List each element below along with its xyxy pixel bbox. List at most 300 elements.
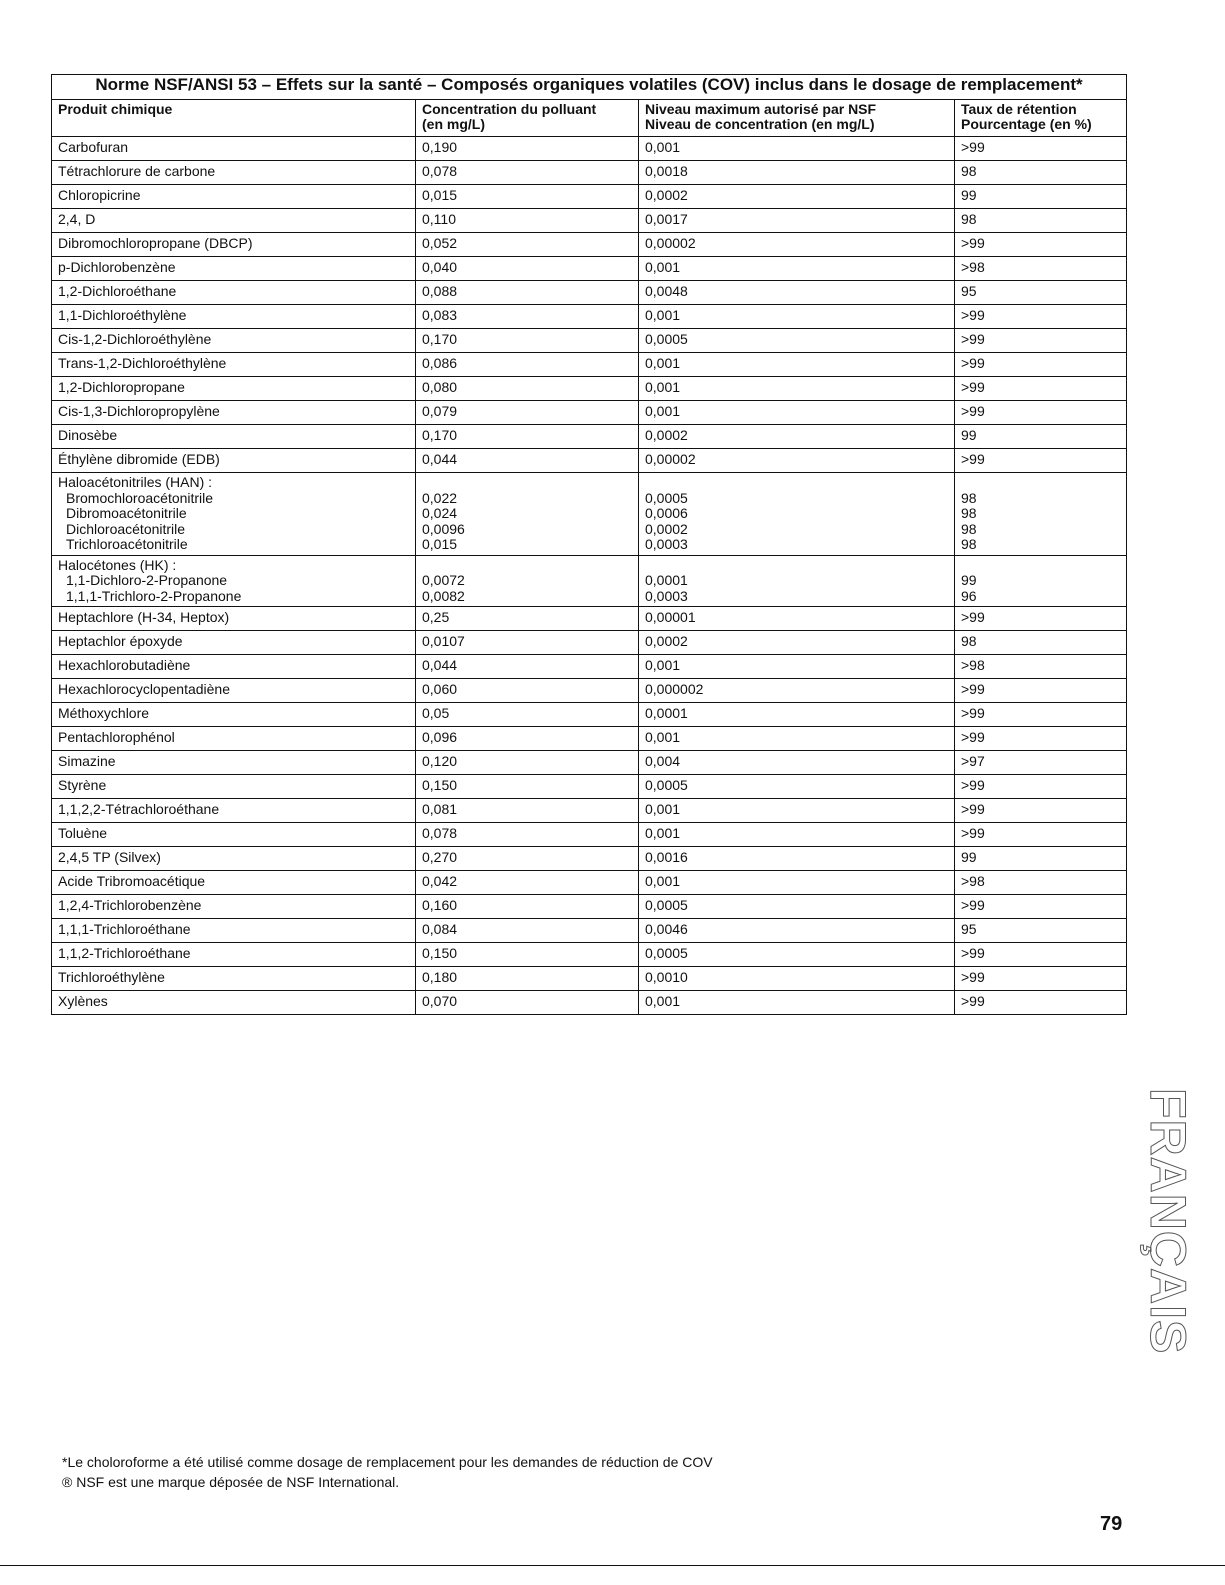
cell-line: 0,080 xyxy=(422,379,458,395)
max-level-cell xyxy=(639,679,955,703)
cell-line: >99 xyxy=(961,825,985,841)
cell-line: >99 xyxy=(961,801,985,817)
cell-line: 0,00002 xyxy=(645,451,696,467)
cell-line: Pentachlorophénol xyxy=(58,729,175,745)
cell-line: 1,1,2,2-Tétrachloroéthane xyxy=(58,801,220,817)
max-level-cell xyxy=(639,991,955,1015)
cell-line: 0,0003 xyxy=(645,536,688,552)
max-level-cell xyxy=(639,209,955,233)
cell-line: Trichloroéthylène xyxy=(58,969,165,985)
reduction-cell xyxy=(955,185,1127,209)
cell-line: 0,040 xyxy=(422,259,458,275)
concentration-cell xyxy=(416,919,639,943)
page-number: 79 xyxy=(1100,1513,1123,1535)
max-level-cell xyxy=(639,943,955,967)
max-level-cell xyxy=(639,281,955,305)
reduction-cell xyxy=(955,967,1127,991)
chemical-cell xyxy=(52,137,416,161)
max-level-cell xyxy=(639,895,955,919)
cell-line: 0,052 xyxy=(422,235,458,251)
concentration-cell xyxy=(416,799,639,823)
reduction-cell xyxy=(955,257,1127,281)
cell-line: 0,070 xyxy=(422,993,458,1009)
cell-line: 98 xyxy=(961,211,977,227)
cell-line: Heptachlor époxyde xyxy=(58,633,183,649)
max-level-cell xyxy=(639,655,955,679)
cell-line xyxy=(422,558,632,574)
reduction-cell xyxy=(955,751,1127,775)
table-row xyxy=(52,305,1127,329)
column-header xyxy=(52,100,416,137)
chemical-cell xyxy=(52,449,416,473)
cell-line: 0,001 xyxy=(645,403,681,419)
max-level-cell xyxy=(639,799,955,823)
max-level-cell xyxy=(639,425,955,449)
column-header xyxy=(639,100,955,137)
cell-line: 96 xyxy=(961,587,977,604)
chemical-cell xyxy=(52,631,416,655)
table-header-row xyxy=(52,100,1127,137)
table-row xyxy=(52,161,1127,185)
cell-line: 95 xyxy=(961,283,977,299)
cell-line: Toluène xyxy=(58,825,108,841)
table-row xyxy=(52,257,1127,281)
chemical-cell xyxy=(52,607,416,631)
concentration-cell xyxy=(416,401,639,425)
max-level-cell xyxy=(639,607,955,631)
reduction-cell xyxy=(955,631,1127,655)
concentration-cell xyxy=(416,751,639,775)
max-level-cell xyxy=(639,353,955,377)
cell-line: 0,0005 xyxy=(645,945,688,961)
language-side-label: FRANÇAIS xyxy=(1140,1088,1196,1355)
table-row xyxy=(52,473,1127,556)
chemical-cell xyxy=(52,233,416,257)
cell-line: >99 xyxy=(961,969,985,985)
cell-line: 99 xyxy=(961,427,977,443)
cell-line: 0,044 xyxy=(422,451,458,467)
cell-line: >99 xyxy=(961,681,985,697)
concentration-cell xyxy=(416,281,639,305)
cell-line: 98 xyxy=(961,633,977,649)
cell-line: 0,079 xyxy=(422,403,458,419)
cell-line: 0,0001 xyxy=(645,705,688,721)
cell-line: >99 xyxy=(961,355,985,371)
cell-line: Xylènes xyxy=(58,993,108,1009)
table-row xyxy=(52,377,1127,401)
cell-line: 2,4, D xyxy=(58,211,96,227)
table-row xyxy=(52,919,1127,943)
cell-line: 98 xyxy=(961,505,977,521)
cell-line: 0,084 xyxy=(422,921,458,937)
cell-line: 0,00001 xyxy=(645,609,696,625)
cell-line: 0,001 xyxy=(645,801,681,817)
chemical-cell xyxy=(52,799,416,823)
column-header-line: Taux de rétention xyxy=(961,101,1077,117)
chemical-cell xyxy=(52,377,416,401)
cell-line: Dibromoacétonitrile xyxy=(66,505,187,521)
concentration-cell xyxy=(416,823,639,847)
cell-line: 1,1,1-Trichloroéthane xyxy=(58,921,191,937)
cell-line: >99 xyxy=(961,897,985,913)
chemical-cell xyxy=(52,895,416,919)
chemical-cell xyxy=(52,703,416,727)
max-level-cell xyxy=(639,377,955,401)
concentration-cell xyxy=(416,631,639,655)
cell-line: >99 xyxy=(961,307,985,323)
concentration-cell xyxy=(416,727,639,751)
cell-line: >99 xyxy=(961,705,985,721)
column-header-line: Pourcentage (en %) xyxy=(961,116,1092,132)
table-body xyxy=(52,137,1127,1015)
chemical-cell xyxy=(52,353,416,377)
table-row xyxy=(52,751,1127,775)
cell-line: 0,060 xyxy=(422,681,458,697)
max-level-cell xyxy=(639,727,955,751)
reduction-cell xyxy=(955,555,1127,607)
chemical-cell xyxy=(52,281,416,305)
chemical-cell xyxy=(52,727,416,751)
concentration-cell xyxy=(416,655,639,679)
cell-line: Hexachlorocyclopentadiène xyxy=(58,681,230,697)
cell-line: 0,0046 xyxy=(645,921,688,937)
cell-line: 0,0010 xyxy=(645,969,688,985)
cell-line: 0,024 xyxy=(422,505,458,521)
cell-line: 0,0002 xyxy=(645,427,688,443)
chemical-cell xyxy=(52,655,416,679)
column-header xyxy=(955,100,1127,137)
table-row xyxy=(52,137,1127,161)
chemical-cell xyxy=(52,555,416,607)
reduction-cell xyxy=(955,353,1127,377)
table-row xyxy=(52,823,1127,847)
reduction-cell xyxy=(955,281,1127,305)
chemical-cell xyxy=(52,329,416,353)
max-level-cell xyxy=(639,257,955,281)
concentration-cell xyxy=(416,991,639,1015)
cell-line: 0,083 xyxy=(422,307,458,323)
cell-line: 0,0005 xyxy=(645,331,688,347)
cell-line: 0,042 xyxy=(422,873,458,889)
concentration-cell xyxy=(416,161,639,185)
cell-line: Dibromochloropropane (DBCP) xyxy=(58,235,253,251)
cell-line: 99 xyxy=(961,572,977,588)
concentration-cell xyxy=(416,871,639,895)
concentration-cell xyxy=(416,679,639,703)
concentration-cell xyxy=(416,703,639,727)
cell-line: Halocétones (HK) : xyxy=(58,556,177,573)
cell-line: Chloropicrine xyxy=(58,187,141,203)
concentration-cell xyxy=(416,607,639,631)
cell-line: 0,150 xyxy=(422,777,458,793)
table-row xyxy=(52,233,1127,257)
cell-line: >97 xyxy=(961,753,985,769)
cell-line: 98 xyxy=(961,489,977,506)
max-level-cell xyxy=(639,823,955,847)
cell-line: 2,4,5 TP (Silvex) xyxy=(58,849,161,865)
cell-line: Styrène xyxy=(58,777,107,793)
table-row xyxy=(52,775,1127,799)
cell-line: 0,0002 xyxy=(645,633,688,649)
table-row xyxy=(52,871,1127,895)
reduction-cell xyxy=(955,727,1127,751)
chemical-cell xyxy=(52,161,416,185)
reduction-cell xyxy=(955,449,1127,473)
cell-line: 98 xyxy=(961,163,977,179)
cell-line: Dichloroacétonitrile xyxy=(66,520,186,537)
cell-line: 1,2,4-Trichlorobenzène xyxy=(58,897,202,913)
chemical-cell xyxy=(52,305,416,329)
table-row xyxy=(52,847,1127,871)
cell-line: 1,2-Dichloropropane xyxy=(58,379,185,395)
max-level-cell xyxy=(639,555,955,607)
table-row xyxy=(52,991,1127,1015)
cell-line: Cis-1,2-Dichloroéthylène xyxy=(58,331,212,347)
table-row xyxy=(52,967,1127,991)
reduction-cell xyxy=(955,775,1127,799)
concentration-cell xyxy=(416,329,639,353)
concentration-cell xyxy=(416,209,639,233)
cell-line: 0,001 xyxy=(645,307,681,323)
reduction-cell xyxy=(955,329,1127,353)
cell-line: >99 xyxy=(961,235,985,251)
cell-line: 99 xyxy=(961,849,977,865)
cell-line: 0,081 xyxy=(422,801,458,817)
max-level-cell xyxy=(639,185,955,209)
cell-line: 0,150 xyxy=(422,945,458,961)
cell-line: 0,000002 xyxy=(645,681,704,697)
cell-line: 0,001 xyxy=(645,379,681,395)
bottom-rule xyxy=(0,1565,1225,1566)
table-row xyxy=(52,425,1127,449)
cell-line: >99 xyxy=(961,609,985,625)
cell-line: 0,001 xyxy=(645,355,681,371)
concentration-cell xyxy=(416,425,639,449)
table-row xyxy=(52,679,1127,703)
footer-notes xyxy=(62,1452,713,1492)
chemical-cell xyxy=(52,775,416,799)
cell-line: 0,044 xyxy=(422,657,458,673)
cell-line: 0,088 xyxy=(422,283,458,299)
reduction-cell xyxy=(955,991,1127,1015)
chemical-cell xyxy=(52,871,416,895)
cell-line: >99 xyxy=(961,451,985,467)
max-level-cell xyxy=(639,449,955,473)
cell-line: p-Dichlorobenzène xyxy=(58,259,176,275)
concentration-cell xyxy=(416,473,639,556)
cell-line: 0,170 xyxy=(422,427,458,443)
cell-line: 0,110 xyxy=(422,211,456,227)
cell-line: 0,0096 xyxy=(422,520,465,537)
cell-line: 0,120 xyxy=(422,753,458,769)
cell-line: 0,0018 xyxy=(645,163,688,179)
table-row xyxy=(52,943,1127,967)
column-header-line: Concentration du polluant xyxy=(422,101,597,117)
cell-line: Dinosèbe xyxy=(58,427,118,443)
max-level-cell xyxy=(639,775,955,799)
cell-line: 0,015 xyxy=(422,536,458,552)
max-level-cell xyxy=(639,871,955,895)
reduction-cell xyxy=(955,679,1127,703)
cell-line: 0,190 xyxy=(422,139,458,155)
column-header-line: Niveau de concentration (en mg/L) xyxy=(645,116,875,132)
max-level-cell xyxy=(639,305,955,329)
reduction-cell xyxy=(955,233,1127,257)
cell-line: 0,0006 xyxy=(645,505,688,521)
footnote: *Le choloroforme a été utilisé comme dosage de remplacement pour les demandes de réduction de COV xyxy=(62,1454,713,1470)
cell-line: 0,0072 xyxy=(422,572,465,588)
reduction-cell xyxy=(955,919,1127,943)
cell-line: Cis-1,3-Dichloropropylène xyxy=(58,403,220,419)
cell-line: Simazine xyxy=(58,753,116,769)
cell-line: 0,001 xyxy=(645,657,681,673)
table-row xyxy=(52,281,1127,305)
table-row xyxy=(52,703,1127,727)
max-level-cell xyxy=(639,161,955,185)
column-header-line: Produit chimique xyxy=(58,101,173,117)
table-row xyxy=(52,895,1127,919)
concentration-cell xyxy=(416,967,639,991)
cell-line: 99 xyxy=(961,187,977,203)
table-row xyxy=(52,329,1127,353)
cell-line: 0,001 xyxy=(645,729,681,745)
cell-line: 0,0082 xyxy=(422,587,465,604)
chemical-cell xyxy=(52,823,416,847)
cell-line: 0,0002 xyxy=(645,187,688,203)
cell-line: 0,096 xyxy=(422,729,458,745)
concentration-cell xyxy=(416,555,639,607)
cell-line: >99 xyxy=(961,379,985,395)
cell-line: >99 xyxy=(961,945,985,961)
cell-line: 0,0005 xyxy=(645,777,688,793)
table-row xyxy=(52,727,1127,751)
reduction-cell xyxy=(955,137,1127,161)
cell-line xyxy=(645,475,948,491)
max-level-cell xyxy=(639,329,955,353)
trademark-note: ® NSF est une marque déposée de NSF International. xyxy=(62,1474,400,1490)
reduction-cell xyxy=(955,209,1127,233)
cell-line: 0,160 xyxy=(422,897,458,913)
reduction-cell xyxy=(955,655,1127,679)
reduction-cell xyxy=(955,305,1127,329)
column-header-line: (en mg/L) xyxy=(422,116,485,132)
cell-line: Acide Tribromoacétique xyxy=(58,873,206,889)
table-row xyxy=(52,631,1127,655)
table-row xyxy=(52,353,1127,377)
max-level-cell xyxy=(639,473,955,556)
cell-line: 1,1-Dichloroéthylène xyxy=(58,307,187,323)
cell-line: >99 xyxy=(961,331,985,347)
cell-line: Trichloroacétonitrile xyxy=(66,536,188,552)
concentration-cell xyxy=(416,257,639,281)
cell-line: 98 xyxy=(961,520,977,537)
table-row xyxy=(52,799,1127,823)
table-row xyxy=(52,449,1127,473)
cell-line: 0,05 xyxy=(422,705,450,721)
chemical-cell xyxy=(52,473,416,556)
cell-line: 0,001 xyxy=(645,139,681,155)
concentration-cell xyxy=(416,137,639,161)
cell-line: 0,0005 xyxy=(645,489,688,506)
cell-line: 0,001 xyxy=(645,259,681,275)
reduction-cell xyxy=(955,799,1127,823)
chemical-cell xyxy=(52,679,416,703)
concentration-cell xyxy=(416,185,639,209)
cell-line: 0,0017 xyxy=(645,211,688,227)
cell-line: >98 xyxy=(961,259,985,275)
reduction-cell xyxy=(955,607,1127,631)
reduction-cell xyxy=(955,823,1127,847)
cell-line: 0,0002 xyxy=(645,520,688,537)
reduction-cell xyxy=(955,401,1127,425)
concentration-cell xyxy=(416,353,639,377)
column-header xyxy=(416,100,639,137)
cell-line: 0,001 xyxy=(645,993,681,1009)
chemical-cell xyxy=(52,751,416,775)
cell-line: Trans-1,2-Dichloroéthylène xyxy=(58,355,227,371)
cell-line: >98 xyxy=(961,873,985,889)
reduction-cell xyxy=(955,943,1127,967)
cell-line: 98 xyxy=(961,536,977,552)
concentration-cell xyxy=(416,775,639,799)
reduction-cell xyxy=(955,473,1127,556)
cell-line: >98 xyxy=(961,657,985,673)
chemical-cell xyxy=(52,991,416,1015)
reduction-cell xyxy=(955,377,1127,401)
cell-line: 0,0003 xyxy=(645,587,688,604)
cell-line: 0,078 xyxy=(422,163,458,179)
reduction-cell xyxy=(955,703,1127,727)
cell-line xyxy=(422,475,632,491)
chemical-cell xyxy=(52,943,416,967)
cell-line: 0,001 xyxy=(645,825,681,841)
chemical-cell xyxy=(52,425,416,449)
reduction-cell xyxy=(955,425,1127,449)
cell-line: >99 xyxy=(961,777,985,793)
cell-line: Hexachlorobutadiène xyxy=(58,657,191,673)
concentration-cell xyxy=(416,233,639,257)
cell-line: >99 xyxy=(961,993,985,1009)
column-header-line: Niveau maximum autorisé par NSF xyxy=(645,101,877,117)
table-row xyxy=(52,185,1127,209)
max-level-cell xyxy=(639,233,955,257)
reduction-cell xyxy=(955,871,1127,895)
cell-line: Bromochloroacétonitrile xyxy=(66,489,214,506)
table-row xyxy=(52,401,1127,425)
table-row xyxy=(52,555,1127,607)
max-level-cell xyxy=(639,137,955,161)
reduction-cell xyxy=(955,895,1127,919)
cell-line: Heptachlore (H-34, Heptox) xyxy=(58,609,230,625)
cell-line: 0,078 xyxy=(422,825,458,841)
max-level-cell xyxy=(639,703,955,727)
cell-line: Tétrachlorure de carbone xyxy=(58,163,216,179)
chemical-cell xyxy=(52,967,416,991)
cell-line: 0,001 xyxy=(645,873,681,889)
cell-line: 0,0016 xyxy=(645,849,688,865)
cell-line: 1,2-Dichloroéthane xyxy=(58,283,177,299)
cell-line: 0,180 xyxy=(422,969,458,985)
chemical-cell xyxy=(52,257,416,281)
cell-line: 95 xyxy=(961,921,977,937)
concentration-cell xyxy=(416,895,639,919)
chemical-cell xyxy=(52,185,416,209)
table-title: Norme NSF/ANSI 53 – Effets sur la santé – Composés organiques volatiles (COV) inclus dans le dosage de remplacement* xyxy=(52,75,1127,100)
cell-line: 0,00002 xyxy=(645,235,696,251)
contaminant-table xyxy=(51,74,1127,1015)
concentration-cell xyxy=(416,943,639,967)
cell-line xyxy=(961,475,1120,491)
